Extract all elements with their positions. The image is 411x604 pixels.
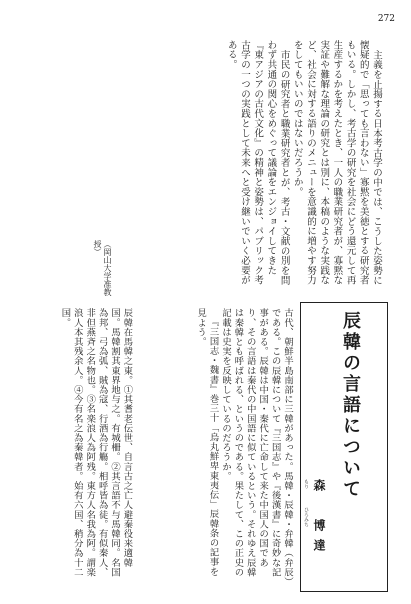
- author-affiliation: （岡山大学准教授）: [93, 240, 112, 296]
- upper-paragraph: 主義を止揚する日本考古学の中では、こうした姿勢に懐疑的で「思っても言わない」寡黙を美徳とする研究者もいる。しかし、考古学の研究を社会にどう還元して再生産するかを考えたとき、一人の職業研究者が、寡黙な実証や難解な理論の研究とは別に、本稿のような実践など、社会に対する語りのメニューを意識的に増やす努力をしてもいいのではないだろうか。: [291, 40, 382, 285]
- article-title: 辰韓の言語について: [340, 311, 361, 500]
- upper-body-text: [225, 40, 383, 292]
- main-paragraph: 古代、朝鮮半島南部に三韓があった。馬韓・辰韓・弁韓（弁辰）である。この辰韓について『三国志』や『後漢書』に奇妙な記事がある。辰韓は中国・秦代に亡命して来た中国人の国であり、その言語は秦代の中国語に似ているという。それゆえ辰韓は秦韓とも呼ばれる、というのである。果たして、この正史の記載は史実を反映しているのだろうか。: [219, 308, 293, 582]
- upper-paragraph: 市民の研究者と職業研究者とが、考古・文献の別を問わず共通の関心をめぐって議論をエンジョイしてきた『東アジアの古代文化』の精神と姿勢は、パブリック考古学の一つの実践として未来へと受け継いでいく必要がある。: [225, 40, 290, 285]
- author-ruby-given: ひろみち: [303, 507, 309, 527]
- main-body-text: [194, 308, 293, 584]
- main-paragraph: 『三国志・魏書』巻三十「烏丸鮮卑東夷伝」辰韓条の記事を見よう。: [195, 308, 219, 577]
- page-number: 272: [377, 14, 395, 24]
- author-name: 森 博達: [312, 479, 326, 559]
- article-title-box: [300, 302, 388, 592]
- classical-quote: 辰韓在馬韓之東。①其耆老伝世、自言古之亡人避秦役来適韓国。馬韓割其東界地与之。有城柵。②其言語不与馬韓同。名国為邦、弓為弧、賊為寇、行酒為行觴。相呼皆為徒。有似秦人、非但燕斉之名物也。③名楽浪人為阿残。東方人名我為阿。謂楽浪人本其残余人。④今有名之為秦韓者。始有六国、稍分為十二国。: [59, 308, 133, 577]
- author-ruby-surname: もり: [303, 479, 309, 489]
